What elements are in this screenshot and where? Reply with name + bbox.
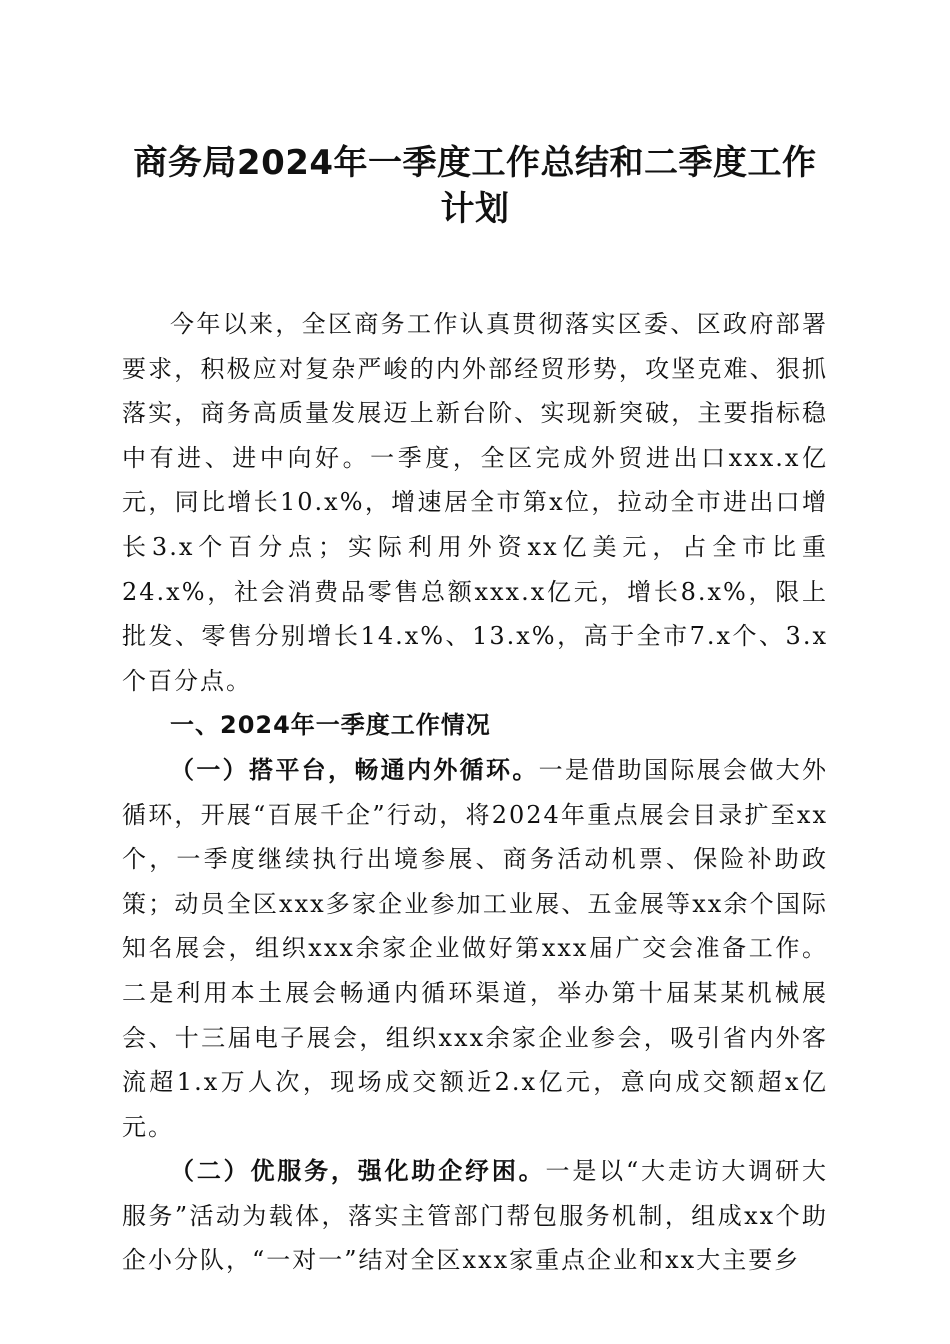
section-heading-1: 一、2024年一季度工作情况 bbox=[170, 711, 491, 740]
title-line-2: 计划 bbox=[440, 189, 510, 229]
item-1-text: 一是借助国际展会做大外循环，开展“百展千企”行动，将2024年重点展会目录扩至xx个，一季度继续执行出境参展、商务活动机票、保险补助政策；动员全区xxx多家企业参加工业展、五金展等xx余个国际知名展会，组织xxx余家企业做好第xxx届广交会准备工作。二是利用本土展会畅通内循环渠道，举办第十届某某机械展会、十三届电子展会，组织xxx余家企业参会，吸引省内外客流超1.x万人次，现场成交额近2.x亿元，意向成交额超x亿元。 bbox=[122, 755, 829, 1141]
item-2-lead: （二）优服务，强化助企纾困。 bbox=[170, 1157, 546, 1186]
document-body bbox=[122, 302, 828, 1283]
item-paragraph-2 bbox=[122, 1149, 828, 1283]
item-2-text: 一是以“大走访大调研大服务”活动为载体，落实主管部门帮包服务机制，组成xx个助企小分队，“一对一”结对全区xxx家重点企业和xx大主要乡 bbox=[122, 1157, 829, 1275]
item-paragraph-1 bbox=[122, 748, 828, 1149]
intro-paragraph: 今年以来，全区商务工作认真贯彻落实区委、区政府部署要求，积极应对复杂严峻的内外部经贸形势，攻坚克难、狠抓落实，商务高质量发展迈上新台阶、实现新突破，主要指标稳中有进、进中向好。一季度，全区完成外贸进出口xxx.x亿元，同比增长10.x%，增速居全市第x位，拉动全市进出口增长3.x个百分点；实际利用外资xx亿美元，占全市比重24.x%，社会消费品零售总额xxx.x亿元，增长8.x%，限上批发、零售分别增长14.x%、13.x%，高于全市7.x个、3.x个百分点。 bbox=[122, 310, 828, 695]
item-1-lead: （一）搭平台，畅通内外循环。 bbox=[170, 755, 539, 784]
document-title bbox=[122, 140, 828, 232]
title-line-1: 商务局2024年一季度工作总结和二季度工作 bbox=[133, 143, 817, 183]
